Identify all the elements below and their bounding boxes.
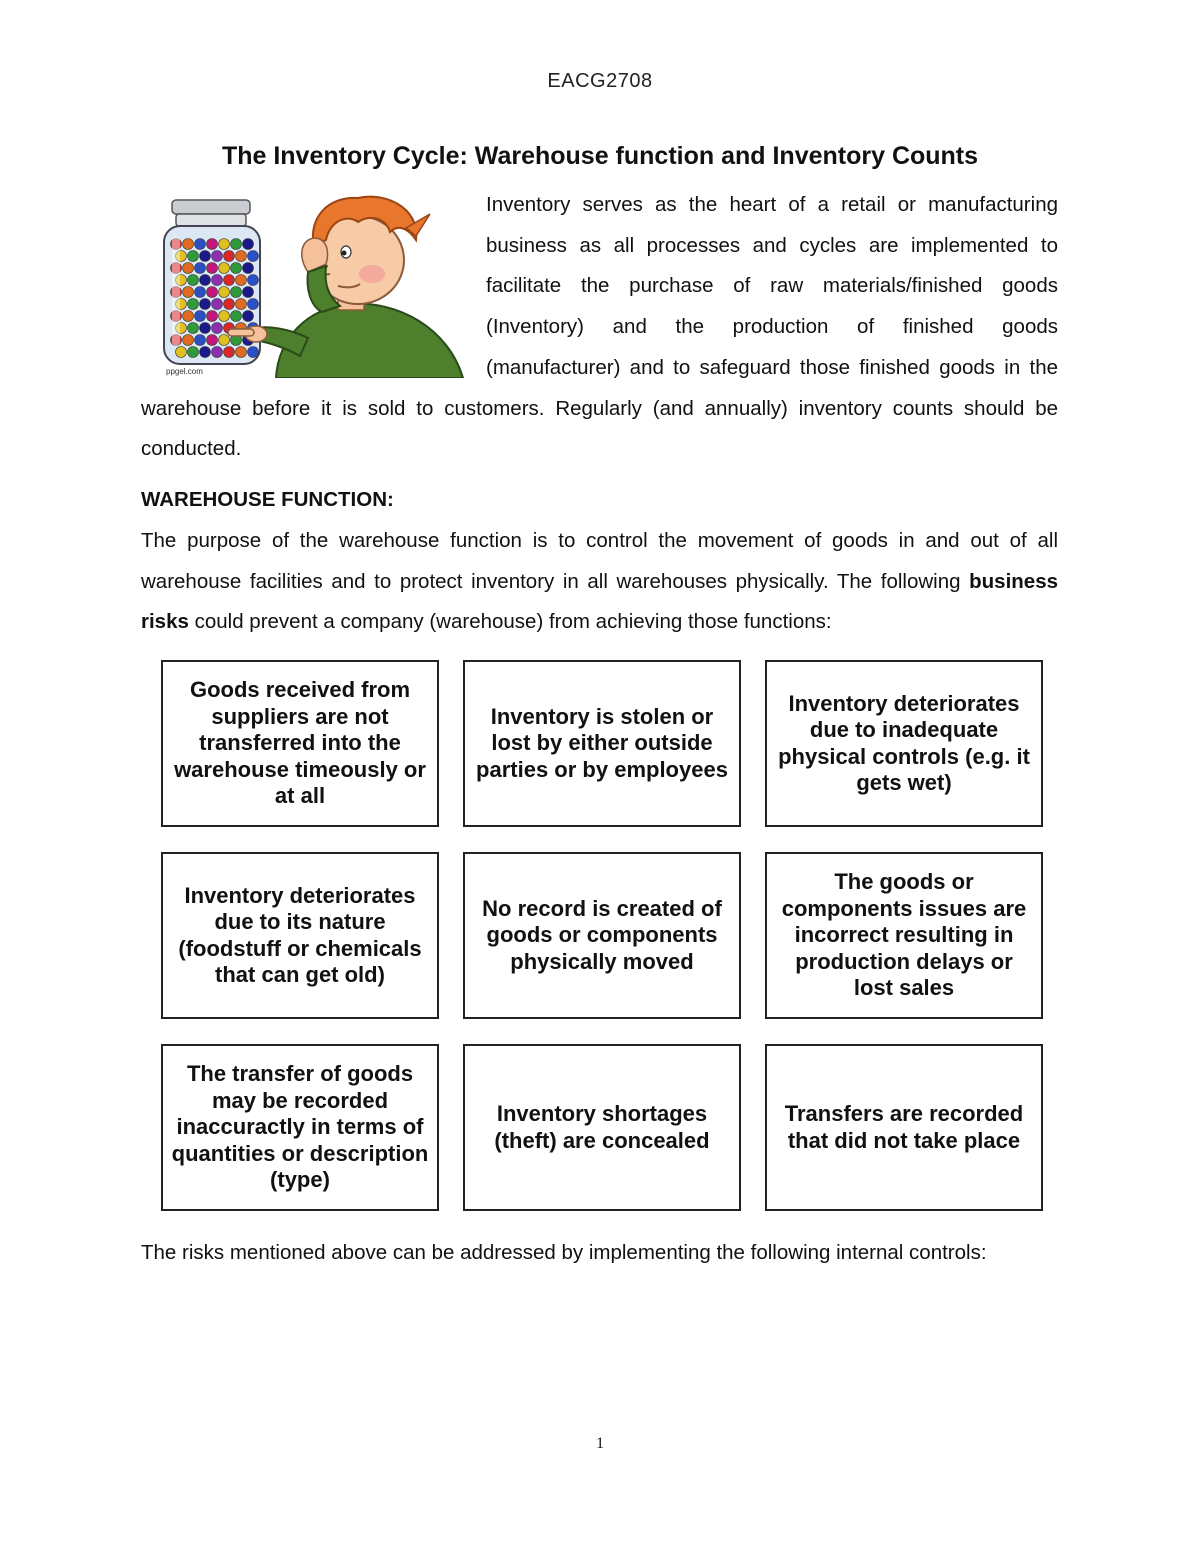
illustration-credit: ppgel.com xyxy=(166,367,203,376)
risk-box-inventory-stolen: Inventory is stolen or lost by either outside parties or by employees xyxy=(463,660,741,827)
intro-text: Inventory serves as the heart of a retail or manufacturing business as all processes and cycles are implemented to facilitate the purchase of raw materials/finished goods (Inventory) and the production of finished goods (manufacturer) and to safeguard those finished goods in the warehouse before it is sold to customers. Regularly (and annually) inventory counts should be conducted. xyxy=(141,193,1058,461)
intro-paragraph xyxy=(141,185,1058,470)
risk-box-recorded-inaccurately: The transfer of goods may be recorded inaccuractly in terms of quantities or description (type) xyxy=(161,1044,439,1211)
risk-box-goods-not-transferred: Goods received from suppliers are not transferred into the warehouse timeously or at all xyxy=(161,660,439,827)
risk-box-deteriorates-nature: Inventory deteriorates due to its nature (foodstuff or chemicals that can get old) xyxy=(161,852,439,1019)
warehouse-purpose-paragraph xyxy=(141,521,1058,643)
warehouse-function-heading: WAREHOUSE FUNCTION: xyxy=(141,488,394,511)
risk-box-inadequate-physical-controls: Inventory deteriorates due to inadequate physical controls (e.g. it gets wet) xyxy=(765,660,1043,827)
risk-box-fictitious-transfers: Transfers are recorded that did not take place xyxy=(765,1044,1043,1211)
risk-box-incorrect-issues: The goods or components issues are incorrect resulting in production delays or lost sales xyxy=(765,852,1043,1019)
purpose-text-start: The purpose of the warehouse function is to control the movement of goods in and out of all warehouse facilities and to protect inventory in all warehouses physically. The following xyxy=(141,529,1058,593)
document-header-code: EACG2708 xyxy=(547,70,653,92)
closing-paragraph: The risks mentioned above can be addressed by implementing the following internal controls: xyxy=(141,1241,987,1264)
business-risks-emphasis: business risks xyxy=(141,569,1058,634)
risk-box-no-record-created: No record is created of goods or components physically moved xyxy=(463,852,741,1019)
page-title: The Inventory Cycle: Warehouse function and Inventory Counts xyxy=(221,142,979,170)
risk-box-shortages-concealed: Inventory shortages (theft) are concealed xyxy=(463,1044,741,1211)
page-number: 1 xyxy=(596,1435,604,1452)
purpose-text-end: could prevent a company (warehouse) from achieving those functions: xyxy=(188,610,832,634)
